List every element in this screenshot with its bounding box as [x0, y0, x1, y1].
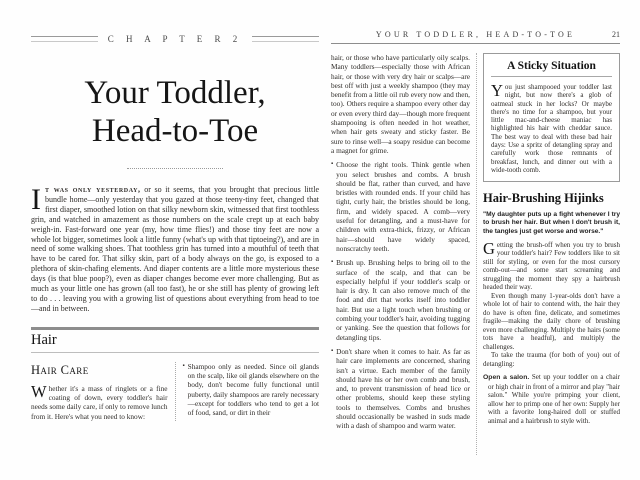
list-item [183, 362, 320, 418]
bullet-brush-text [336, 258, 470, 342]
section-rule-thin [31, 352, 319, 353]
page-number: 21 [612, 30, 620, 39]
sidebar-paragraph [491, 83, 612, 174]
tip-lead: Open a salon. [483, 374, 530, 382]
right-page-columns [331, 53, 620, 455]
shampoo-column [183, 362, 320, 421]
intro-smallcaps-lead: t was only yesterday, [45, 185, 141, 194]
section-heading-hair: Hair [31, 331, 57, 348]
bullet-icon: ▪ [182, 362, 185, 369]
bullet-icon: ▪ [331, 161, 334, 168]
bullet-tools-lead: Choose the right tools. [336, 160, 408, 170]
bullet-brush-lead: Brush up. [336, 258, 366, 268]
subsection-heading-hair-care: Hair Care [31, 362, 89, 377]
reader-question: "My daughter puts up a fight whenever I try to brush her hair. But when I don't brush it, the tangles just get worse and worse." [483, 211, 620, 235]
right-col-1 [331, 53, 470, 455]
hair-care-text: hether it's a mass of ringlets or a fine coating of down, every toddler's hair needs some daily care, if only to remove lunch from it. Here's what you need to know: [31, 383, 168, 421]
chapter-rule-right [252, 36, 319, 42]
chapter-header [31, 34, 319, 44]
left-page [31, 28, 319, 466]
continuation-paragraph: hair, or those who have particularly oily scalps. Many toddlers—especially those with African hair, or those with very dry hair or scalps—are best off with just a weekly shampoo (they may benefit from a little oil rub every now and then, too). Others require a shampoo every other day or even every third day—though more frequent shampooing is often needed in hot weather, when hair gets sweaty and sticky faster. Be sure to rinse well—a soapy residue can become a magnet for grime. [331, 53, 470, 155]
chapter-title [31, 74, 319, 150]
shampoo-bullet-lead: Shampoo only as needed. [187, 361, 267, 371]
sidebar-title: A Sticky Situation [491, 60, 612, 77]
hair-care-paragraph [31, 381, 168, 421]
running-header [331, 30, 620, 44]
chapter-rule-left [31, 36, 98, 42]
hijinks-heading: Hair-Brushing Hijinks [483, 191, 604, 206]
answer-paragraph-1 [483, 238, 620, 292]
hair-section [31, 327, 319, 421]
bullet-share-lead: Don't share when it comes to hair. [336, 346, 441, 356]
column-divider [476, 53, 477, 455]
shampoo-bullet-text [188, 362, 319, 418]
answer-dropcap: G [483, 238, 495, 258]
intro-paragraph [31, 185, 319, 314]
answer-paragraph-2: Even though many 1-year-olds don't have a whole lot of hair to contend with, the hair they do have is often fine, delicate, and sometimes fragile—making the daily chore of brushing even more challenging. Multiply the hairs (some tots have a headful), and multiply the challenges. [483, 291, 620, 351]
chapter-title-line1: Your Toddler, [84, 75, 266, 111]
right-col-2 [483, 53, 620, 455]
sidebar-text: ou just shampooed your toddler last night, but now there's a glob of oatmeal stuck in her locks? Or maybe there's no time for a shampoo, but your little mac-and-cheese maniac has highlighted his hair with cheddar sauce. The best way to deal with these bad hair days: Use a spritz of detangling spray and carefully work those remnants of breakfast, lunch, and dinner out with a wide-tooth comb. [491, 83, 612, 174]
right-page [331, 28, 620, 466]
running-head-text: YOUR TODDLER, HEAD-TO-TOE [375, 30, 576, 39]
title-divider [127, 168, 223, 169]
sidebar-dropcap: Y [491, 81, 503, 100]
bullet-brush-rest: Brushing helps to bring oil to the surface of the scalp, and that can be especially helpful if your toddler's scalp or hair is dry. It can also remove much of the food and dirt that works itself into toddler hair. But use a light touch when brushing or combing your toddler's hair, avoiding tugging or yanking. See the question that follows for detangling tips. [336, 258, 470, 342]
list-item [331, 160, 470, 253]
column-divider [175, 362, 176, 421]
hair-care-dropcap: W [31, 381, 47, 401]
hair-care-column [31, 362, 168, 421]
shampoo-bullet-rest: Since oil glands on the scalp, like oil glands elsewhere on the body, don't become fully functional until puberty, daily shampoos are rarely necessary—except for toddlers who tend to get a lot of food, sand, or dirt in their [187, 361, 319, 418]
intro-dropcap: I [31, 183, 41, 216]
sticky-situation-box [483, 53, 620, 182]
list-item [331, 258, 470, 342]
bullet-tools-rest: Think gentle when you select brushes and combs. A brush should be flat, rather than curved, and have bristles with rounded ends. If your child has tight, curly hair, the bristles should be long, firm, and widely spaced. A comb—very useful for detangling, and a must-have for children with extra-thick, frizzy, or African hair—should have widely spaced, nonscratchy teeth. [336, 160, 470, 253]
bullet-icon: ▪ [331, 259, 334, 266]
list-item [331, 347, 470, 431]
tip-open-a-salon [483, 373, 620, 425]
tip-rest: Set up your toddler on a chair or high chair in front of a mirror and play "hair salon." While you're primping your client, allow her to primp one of her own: Supply her with a favorite long-haired doll or stuffed animal and a hairbrush to style with. [488, 373, 620, 425]
bullet-tools-text [336, 160, 470, 253]
bullet-icon: ▪ [331, 347, 334, 354]
bullet-share-text [336, 347, 470, 431]
intro-text: or so it seems, that you brought that precious little bundle home—only yesterday that you gazed at those teeny-tiny feet, changed that first diaper, smoothed lotion on that silky newborn skin, witnessed that first toothless grin, and watched in amazement as those numbers on the scale crept up at each baby weigh-in. Fast-forward one year (my, how time flies!) and those tiny feet are now a whole lot bigger, sometimes look a little funny (what's up with that tiptoeing?), and are in need of some walking shoes. That toothless grin has turned into a mouthful of teeth that have to be cared for. That silky skin, part of a body always on the go, is exposed to a plethora of skin-chafing elements. And diaper contents are a little more mysterious these days (is that blue poop?), even as diaper changes become ever more challenging. But as much as your little one has grown (all too fast), he or she still has plenty of growing left to do . . . leaving you with a growing list of questions about everything from head to toe—and in between. [31, 185, 319, 313]
left-page-columns [31, 362, 319, 421]
answer-text-1: etting the brush-off when you try to brush your toddler's hair? Few toddlers like to sit still for styling, or even for the most cursory comb-out—and some start screaming and struggling the moment they spy a hairbrush headed their way. [483, 240, 620, 292]
chapter-label: C H A P T E R 2 [107, 34, 243, 44]
answer-paragraph-3: To take the trauma (for both of you) out of detangling: [483, 351, 620, 368]
bullet-share-rest: As far as hair care implements are concerned, sharing isn't a virtue. Each member of the family should have his or her own comb and brush, and, to prevent transmission of head lice or other problems, should keep these styling tools to themselves. Combs and brushes should occasionally be washed in suds made with a dash of shampoo and warm water. [336, 346, 470, 431]
section-rule-thick [31, 327, 319, 330]
chapter-title-line2: Head-to-Toe [91, 113, 259, 149]
